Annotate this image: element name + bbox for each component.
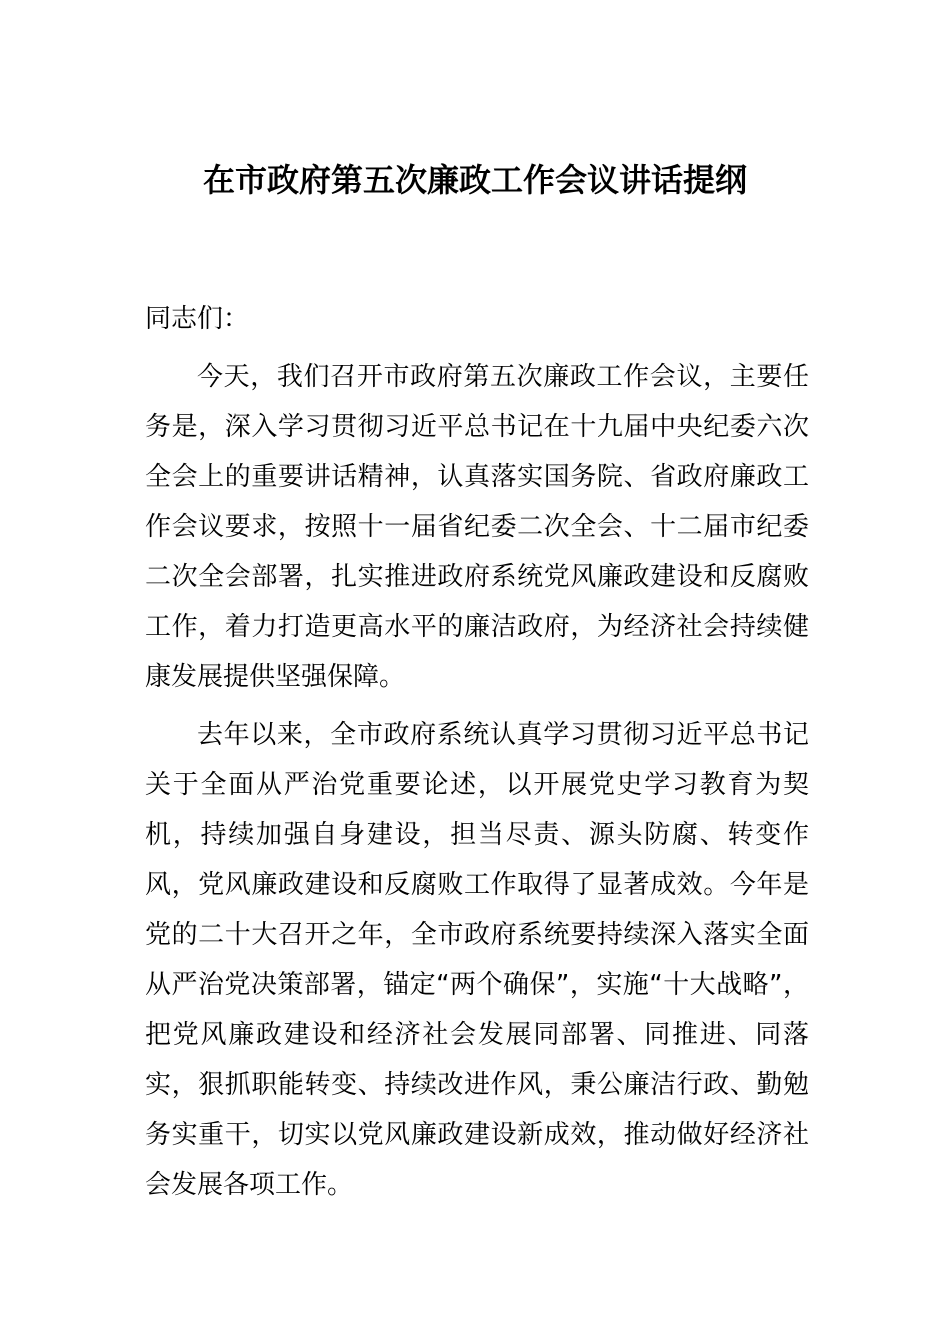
paragraph-1: 今天，我们召开市政府第五次廉政工作会议，主要任务是，深入学习贯彻习近平总书记在十九届中央纪委六次全会上的重要讲话精神，认真落实国务院、省政府廉政工作会议要求，按照十一届省纪委二次全会、十二届市纪委二次全会部署，扎实推进政府系统党风廉政建设和反腐败工作，着力打造更高水平的廉洁政府，为经济社会持续健康发展提供坚强保障。 [145, 362, 809, 692]
salutation: 同志们： [145, 304, 250, 334]
document-title: 在市政府第五次廉政工作会议讲话提纲 [202, 161, 747, 199]
paragraph-2: 去年以来，全市政府系统认真学习贯彻习近平总书记关于全面从严治党重要论述，以开展党史学习教育为契机，持续加强自身建设，担当尽责、源头防腐、转变作风，党风廉政建设和反腐败工作取得了显著成效。今年是党的二十大召开之年，全市政府系统要持续深入落实全面从严治党决策部署，锚定“两个确保”，实施“十大战略”，把党风廉政建设和经济社会发展同部署、同推进、同落实，狠抓职能转变、持续改进作风，秉公廉洁行政、勤勉务实重干，切实以党风廉政建设新成效，推动做好经济社会发展各项工作。 [145, 720, 809, 1200]
document-body [145, 294, 809, 1218]
